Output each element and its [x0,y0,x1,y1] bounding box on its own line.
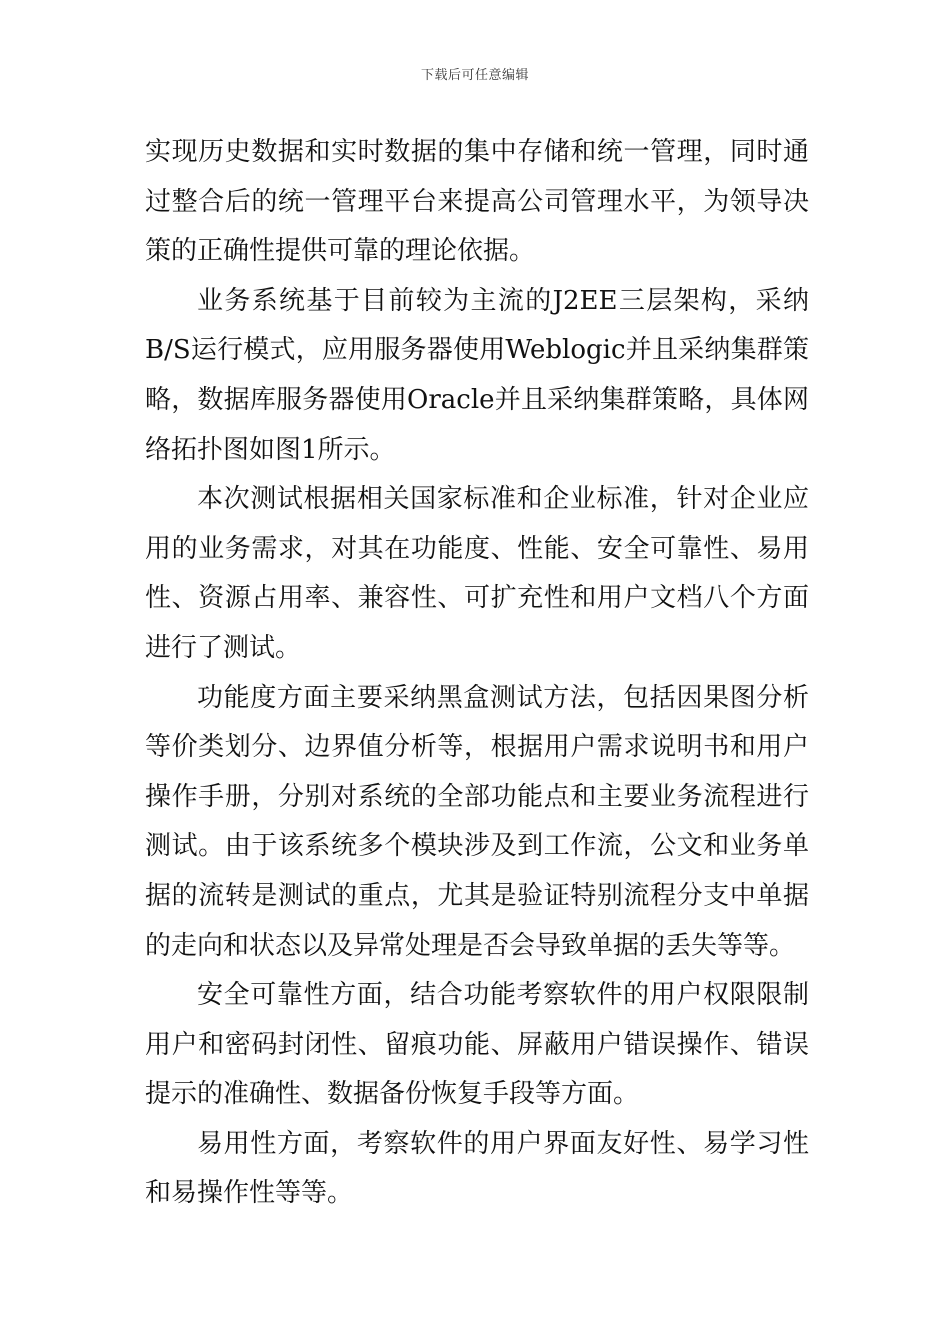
paragraph-6: 易用性方面，考察软件的用户界面友好性、易学习性和易操作性等等。 [145,1128,809,1209]
paragraph-5: 安全可靠性方面，结合功能考察软件的用户权限限制用户和密码封闭性、留痕功能、屏蔽用户错误操作、错误提示的准确性、数据备份恢复手段等方面。 [145,980,809,1110]
paragraph-2: 业务系统基于目前较为主流的J2EE三层架构，采纳B/S运行模式，应用服务器使用Weblogic并且采纳集群策略，数据库服务器使用Oracle并且采纳集群策略，具体网络拓扑图如图1所示。 [145,285,809,465]
page-header-note: 下载后可任意编辑 [420,68,529,83]
paragraph-3: 本次测试根据相关国家标准和企业标准，针对企业应用的业务需求，对其在功能度、性能、安全可靠性、易用性、资源占用率、兼容性、可扩充性和用户文档八个方面进行了测试。 [145,484,809,663]
paragraph-4: 功能度方面主要采纳黑盒测试方法，包括因果图分析等价类划分、边界值分析等，根据用户需求说明书和用户操作手册，分别对系统的全部功能点和主要业务流程进行测试。由于该系统多个模块涉及到工作流，公文和业务单据的流转是测试的重点，尤其是验证特别流程分支中单据的走向和状态以及异常处理是否会导致单据的丢失等等。 [145,682,809,961]
paragraph-1: 实现历史数据和实时数据的集中存储和统一管理，同时通过整合后的统一管理平台来提高公司管理水平，为领导决策的正确性提供可靠的理论依据。 [145,137,809,267]
document-body [145,128,809,1219]
